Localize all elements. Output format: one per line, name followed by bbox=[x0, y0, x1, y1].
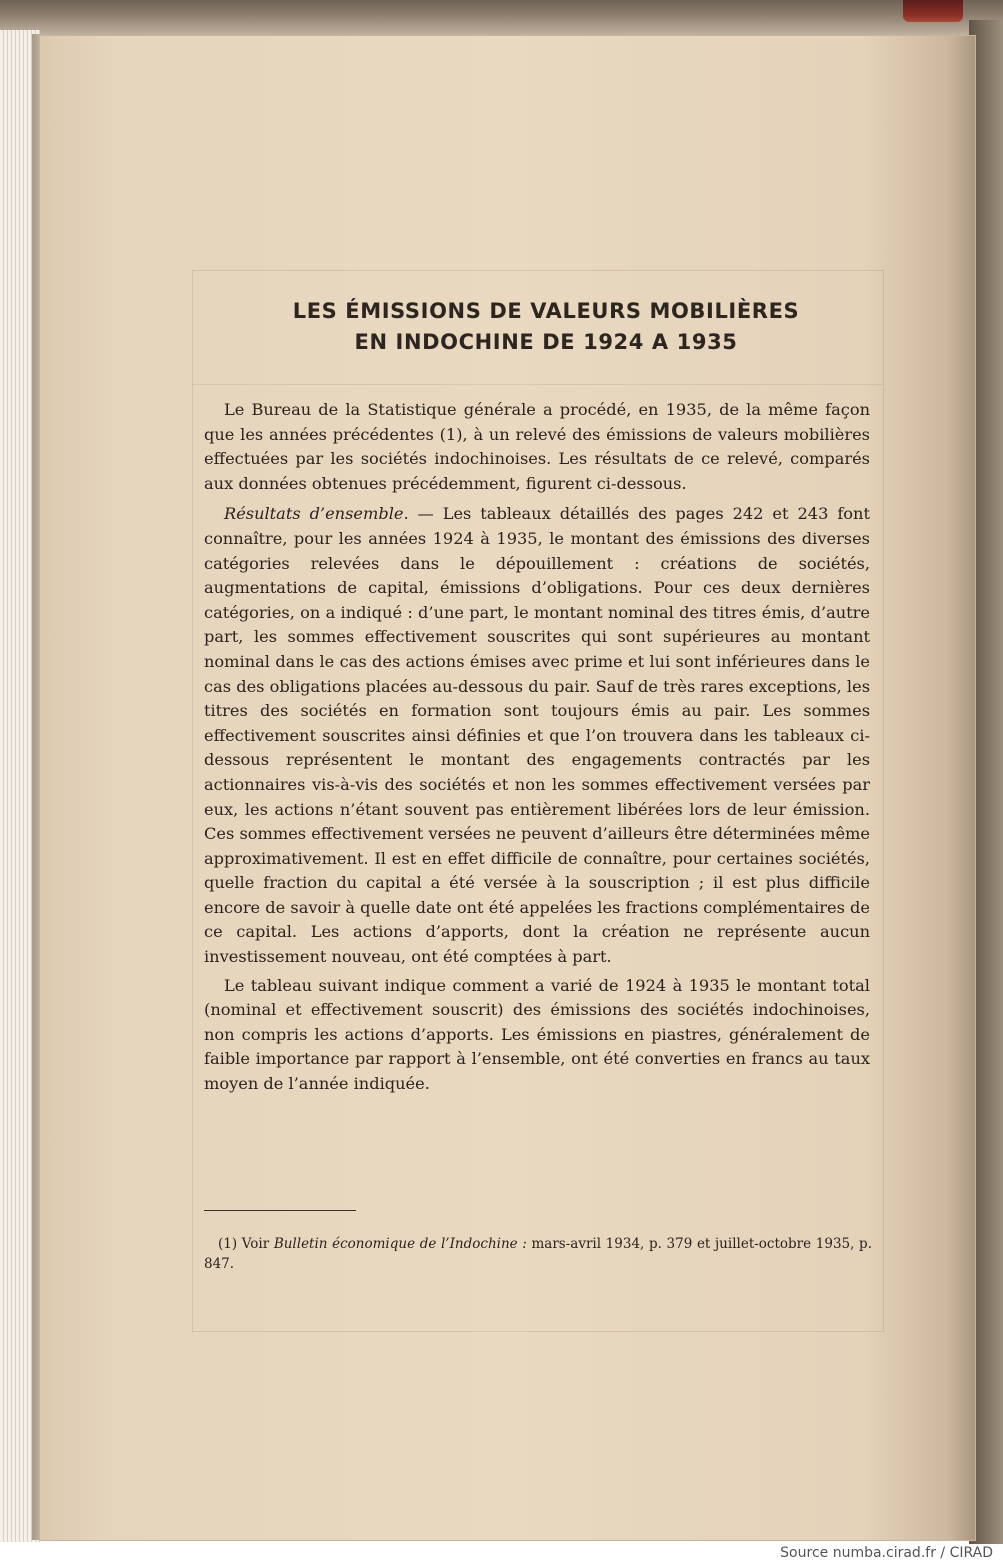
bleed-through-line bbox=[192, 384, 882, 385]
paragraph-tableau: Le tableau suivant indique comment a varié de 1924 à 1935 le montant total (nominal et effectivement souscrit) des émissions des sociétés indochinoises, non compris les actions d’apports. Les émissions en piastres, généralement de faible importance par rapport à l’ensemble, ont été converties en francs au taux moyen de l’année indiquée. bbox=[204, 975, 870, 1094]
paragraph-resultats bbox=[204, 502, 870, 969]
paragraph-resultats-text: — Les tableaux détaillés des pages 242 et 243 font connaître, pour les années 1924 à 1935, le montant des émissions des diverses catégories relevées dans le dépouillement : créations de sociétés, augmentations de capital, émissions d’obligations. Pour ces deux dernières catégories, on a indiqué : d’une part, le montant nominal des titres émis, d’autre part, les sommes effectivement souscrites qui sont supérieures au montant nominal dans le cas des actions émises avec prime et lui sont inférieures dans le cas des obligations placées au-dessous du pair. Sauf de très rares exceptions, les titres des sociétés en formation sont toujours émis au pair. Les sommes effectivement souscrites ainsi définies et que l’on trouvera dans les tableaux ci-dessous représentent le montant des engagements contractés par les actionnaires vis-à-vis des sociétés et non les sommes effectivement versées par eux, les actions n’étant souvent pas entièrement libérées lors de leur émission. Ces sommes effectivement versées ne peuvent d’ailleurs être déterminées même approximativement. Il est en effet difficile de connaître, pour certaines sociétés, quelle fraction du capital a été versée à la souscription ; il est plus difficile encore de savoir à quelle date ont été appelées les fractions complémentaires de ce capital. Les actions d’apports, dont la création ne représente aucun investissement nouveau, ont été comptées à part. bbox=[204, 504, 870, 967]
footnote-source-title: Bulletin économique de l’Indochine : bbox=[273, 1236, 527, 1252]
footnote-rule bbox=[204, 1210, 356, 1211]
footnote-details: mars-avril 1934, p. 379 et juillet-octobre 1935, p. 847. bbox=[204, 1236, 872, 1272]
paragraph-resultats-lead: Résultats d’ensemble. bbox=[224, 504, 409, 524]
footnote bbox=[204, 1234, 872, 1274]
article-body bbox=[204, 398, 870, 1101]
footnote-marker: (1) Voir bbox=[218, 1236, 270, 1252]
paragraph-intro: Le Bureau de la Statistique générale a procédé, en 1935, de la même façon que les années précédentes (1), à un relevé des émissions de valeurs mobilières effectuées par les sociétés indochinoises. Les résultats de ce relevé, comparés aux données obtenues précédemment, figurent ci-dessous. bbox=[204, 400, 870, 493]
book-binding-ribbon bbox=[903, 0, 963, 22]
article-title-line-1: LES ÉMISSIONS DE VALEURS MOBILIÈRES bbox=[292, 299, 800, 323]
article-title bbox=[212, 296, 880, 358]
source-credit: Source numba.cirad.fr / CIRAD bbox=[780, 1545, 993, 1561]
article-title-line-2: EN INDOCHINE DE 1924 A 1935 bbox=[354, 330, 738, 354]
